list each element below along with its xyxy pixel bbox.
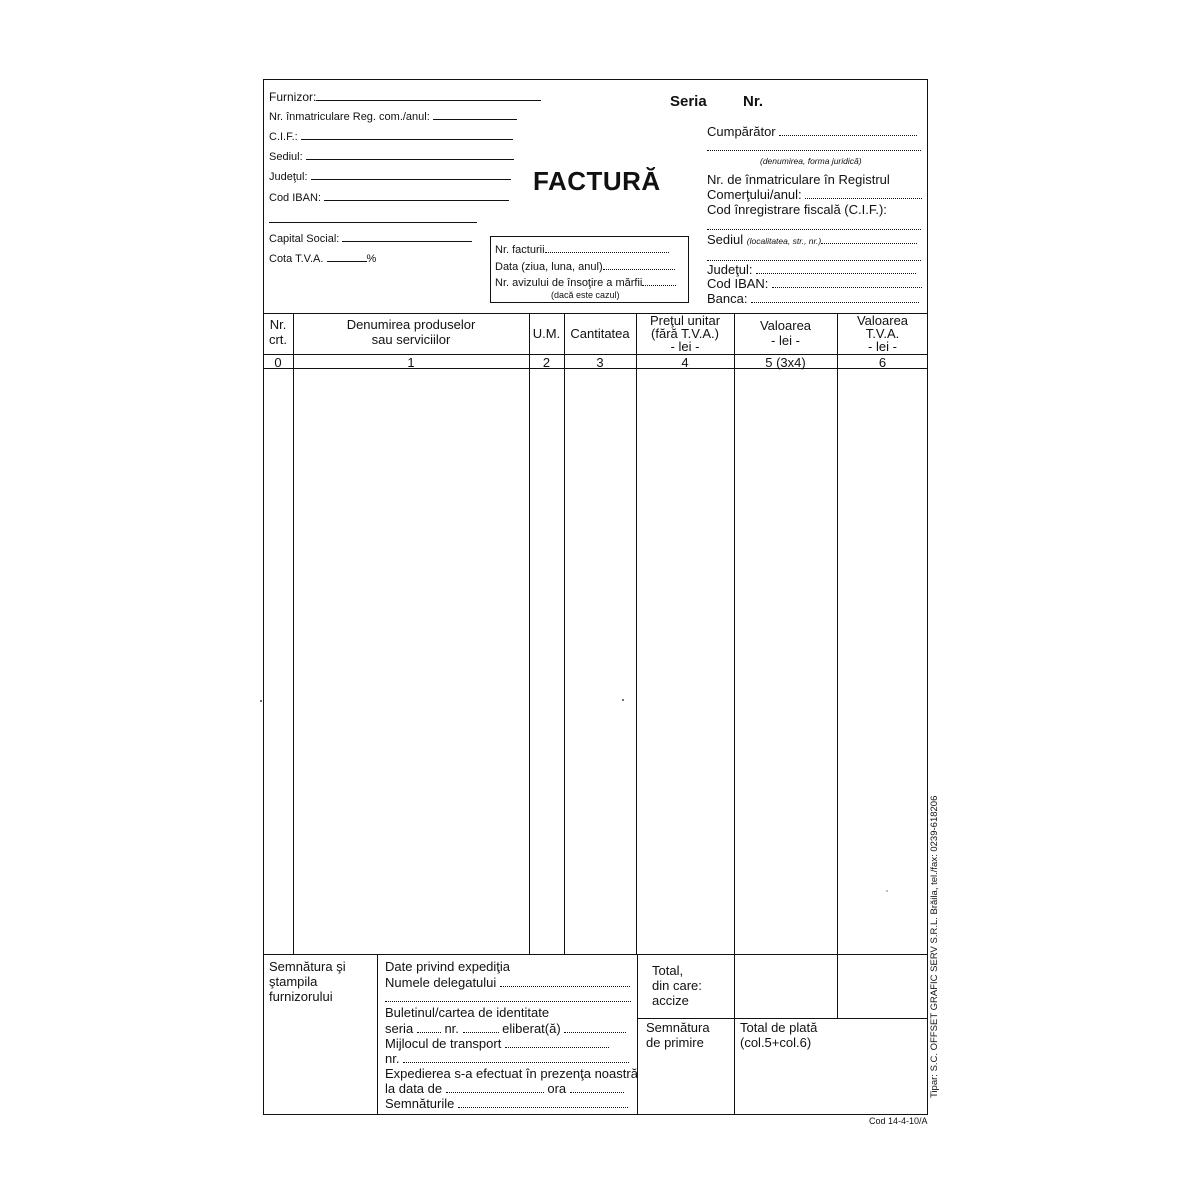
id-series-field[interactable] [417, 1022, 441, 1033]
col-header-name [293, 318, 529, 346]
total-value-field[interactable] [735, 955, 836, 1017]
expedition-presence-label: Expedierea s-a efectuat în prezenţa noastră [385, 1066, 638, 1081]
total-payment-l1: Total de plată [740, 1020, 818, 1035]
col-header-um: U.M. [532, 326, 561, 341]
expedition-hour-field[interactable] [570, 1082, 624, 1093]
invoice-number-label: Nr. facturii [495, 244, 545, 256]
buyer-cif-label: Cod înregistrare fiscală (C.I.F.): [707, 202, 887, 217]
col-header-name-l2: sau serviciilor [371, 332, 451, 347]
id-series-label: seria [385, 1021, 414, 1036]
supplier-judet-field[interactable] [311, 168, 511, 180]
buyer-sediul-field[interactable] [821, 233, 917, 244]
transport-field[interactable] [505, 1037, 609, 1048]
invoice-date-label: Data (ziua, luna, anul) [495, 261, 603, 273]
id-issued-label: eliberat(ă) [502, 1021, 561, 1036]
invoice-aviz-label: Nr. avizului de însoţire a mărfii [495, 277, 643, 289]
buyer-name-field[interactable] [779, 125, 917, 136]
supplier-signature-l2: ştampila [269, 974, 318, 989]
receiver-signature-l2: de primire [646, 1035, 704, 1050]
delegate-name-label: Numele delegatului [385, 975, 497, 990]
invoice-aviz-field[interactable] [642, 275, 676, 286]
footer-line-2 [637, 954, 638, 1115]
supplier-judet-label: Judeţul: [269, 171, 308, 183]
supplier-cif-field[interactable] [301, 128, 513, 140]
id-issued-field[interactable] [564, 1022, 626, 1033]
expedition-hour-label: ora [547, 1081, 567, 1096]
form-code: Cod 14-4-10/A [869, 1116, 928, 1126]
supplier-capital-field[interactable] [342, 230, 472, 242]
buyer-name-note: (denumirea, forma juridică) [760, 156, 862, 166]
buyer-sediul-note: (localitatea, str., nr.) [746, 236, 822, 246]
number-label: Nr. [743, 93, 764, 110]
supplier-name-label: Furnizor: [269, 90, 317, 104]
col-header-unit-price-l2: (fără T.V.A.) [651, 326, 719, 341]
col-header-unit-price-l3: - lei - [670, 339, 700, 354]
buyer-reg-field[interactable] [805, 188, 922, 199]
col-number-1: 1 [407, 355, 415, 370]
buyer-iban-label: Cod IBAN: [707, 276, 769, 291]
col-header-vat-l3: - lei - [868, 339, 897, 354]
scan-speck [622, 699, 624, 701]
delegate-name-field-2[interactable] [385, 991, 631, 1002]
col-header-nr-l1: Nr. [269, 317, 287, 332]
total-label-l1: Total, [652, 963, 684, 978]
col-header-value [734, 319, 837, 347]
total-vat-field[interactable] [838, 955, 927, 1017]
col-header-nr [263, 318, 293, 346]
supplier-signature-l1: Semnătura şi [269, 959, 346, 974]
col-number-2: 2 [542, 355, 551, 370]
col-header-unit-price [636, 314, 734, 353]
supplier-reg-field[interactable] [433, 108, 517, 120]
supplier-cif-label: C.I.F.: [269, 131, 298, 143]
buyer-cif-field[interactable] [707, 219, 921, 230]
id-number-label: nr. [444, 1021, 459, 1036]
expedition-title: Date privind expediţia [385, 959, 511, 974]
footer-mid-line [637, 1018, 928, 1019]
transport-number-field[interactable] [403, 1052, 629, 1063]
signatures-label: Semnăturile [385, 1096, 455, 1111]
col-header-value-l2: - lei - [771, 333, 800, 348]
col-header-unit-price-l1: Preţul unitar [649, 313, 721, 328]
transport-label: Mijlocul de transport [385, 1036, 502, 1051]
expedition-date-field[interactable] [446, 1082, 544, 1093]
supplier-sediul-label: Sediul: [269, 151, 303, 163]
supplier-signature-l3: furnizorului [269, 989, 333, 1004]
buyer-bank-label: Banca: [707, 291, 748, 306]
supplier-signature-block[interactable] [269, 960, 346, 1003]
supplier-iban-field[interactable] [324, 189, 509, 201]
col-header-vat [837, 314, 928, 353]
total-payment-l2: (col.5+col.6) [740, 1035, 812, 1050]
total-label [652, 964, 702, 1007]
supplier-cota-suffix: % [366, 253, 377, 265]
col-header-nr-l2: crt. [268, 332, 288, 347]
invoice-date-field[interactable] [603, 259, 675, 270]
col-number-6: 6 [878, 355, 887, 370]
col-header-value-l1: Valoarea [759, 318, 812, 333]
table-body[interactable] [264, 369, 927, 954]
col-number-0: 0 [274, 355, 282, 370]
buyer-name-label: Cumpărător [707, 124, 776, 139]
supplier-section [269, 89, 541, 104]
supplier-reg-label: Nr. înmatriculare Reg. com./anul: [269, 111, 430, 123]
id-card-label: Buletinul/cartea de identitate [385, 1005, 550, 1020]
receiver-signature-l1: Semnătura [646, 1020, 710, 1035]
supplier-name-field[interactable] [316, 89, 541, 101]
col-header-vat-l1: Valoarea [856, 313, 909, 328]
signatures-field[interactable] [458, 1097, 628, 1108]
supplier-cota-label: Cota T.V.A. [269, 253, 324, 265]
invoice-number-field[interactable] [545, 242, 669, 253]
seria-label: Seria [670, 93, 707, 110]
buyer-judet-label: Judeţul: [707, 262, 753, 277]
col-number-4: 4 [681, 355, 689, 370]
total-payment-block[interactable] [740, 1021, 817, 1049]
col-number-5: 5 (3x4) [765, 355, 806, 370]
buyer-judet-field[interactable] [756, 263, 916, 274]
col-number-3: 3 [596, 355, 604, 370]
total-label-l2: din care: [652, 978, 702, 993]
scan-speck [260, 700, 262, 702]
col-header-name-l1: Denumirea produselor [346, 317, 476, 332]
supplier-extra-line[interactable] [269, 222, 477, 223]
buyer-sediul-field-2[interactable] [707, 250, 921, 261]
invoice-title: FACTURĂ [533, 166, 661, 196]
total-label-l3: accize [652, 993, 689, 1008]
col-header-qty: Cantitatea [570, 326, 630, 341]
invoice-aviz-note: (dacă este cazul) [551, 290, 620, 300]
supplier-sediul-field[interactable] [306, 148, 514, 160]
buyer-reg-label-2: Comerţului/anul: [707, 187, 802, 202]
expedition-date-label: la data de [385, 1081, 443, 1096]
receiver-signature-block[interactable] [646, 1021, 710, 1049]
footer-line-1 [377, 954, 378, 1115]
col-header-vat-l2: T.V.A. [865, 326, 900, 341]
buyer-sediul-label: Sediul [707, 232, 744, 247]
supplier-cota-field[interactable] [327, 250, 367, 262]
supplier-iban-label: Cod IBAN: [269, 192, 321, 204]
scan-speck [886, 890, 888, 892]
id-number-field[interactable] [463, 1022, 499, 1033]
buyer-reg-label-1: Nr. de înmatriculare în Registrul [707, 172, 890, 187]
buyer-name-field-2[interactable] [707, 140, 921, 151]
printer-note: Tipar: S.C. OFFSET GRAFIC SERV S.R.L. Brăila, tel./fax: 0239-618206 [929, 795, 940, 1098]
supplier-capital-label: Capital Social: [269, 233, 340, 245]
buyer-bank-field[interactable] [751, 292, 919, 303]
table-top-border [263, 313, 928, 314]
delegate-name-field[interactable] [500, 976, 630, 987]
transport-number-label: nr. [385, 1051, 400, 1066]
buyer-iban-field[interactable] [772, 277, 922, 288]
